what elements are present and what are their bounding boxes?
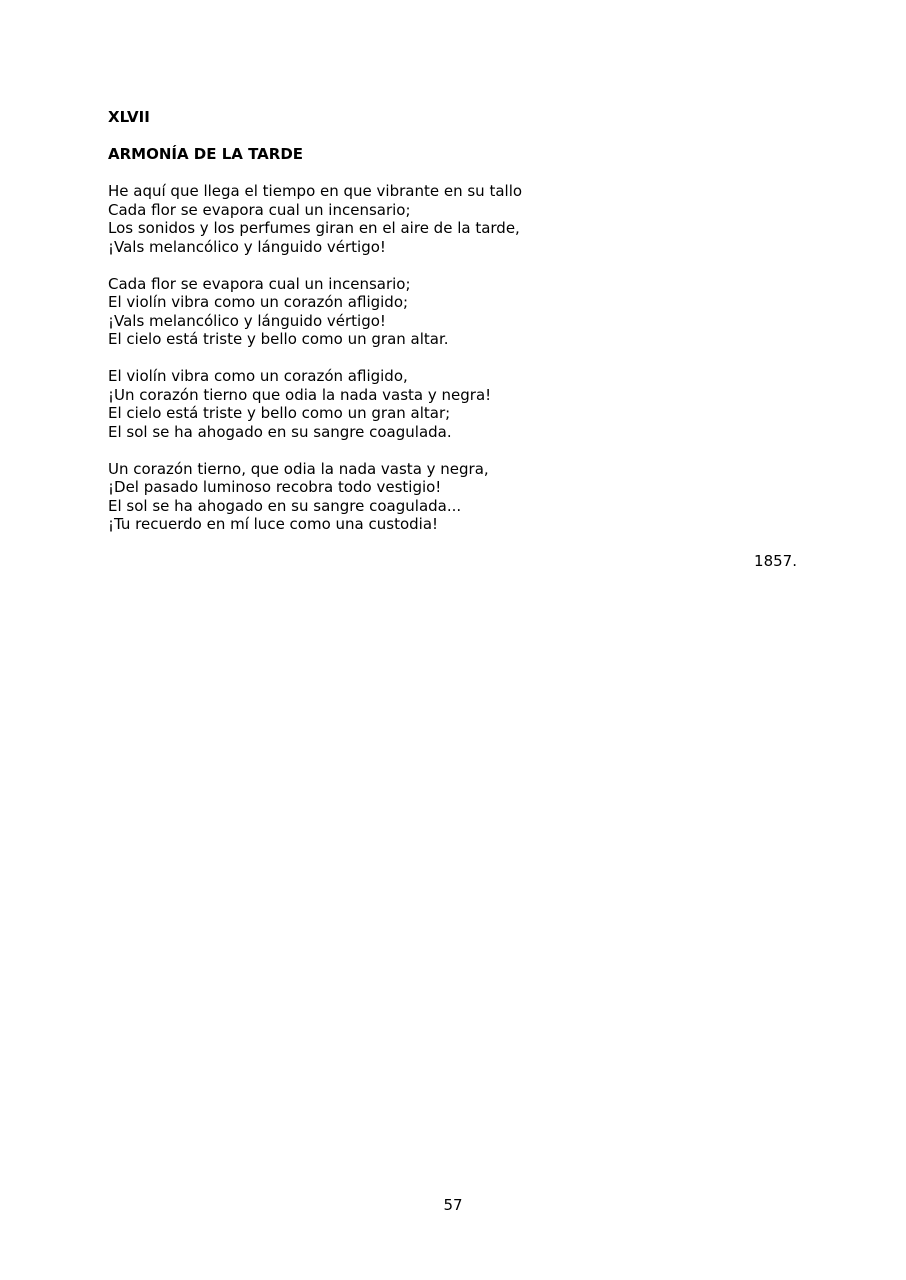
verse-line: Cada flor se evapora cual un incensario; xyxy=(108,200,411,219)
page-number: 57 xyxy=(443,1196,463,1214)
verse-line: ¡Vals melancólico y lánguido vértigo! xyxy=(108,311,386,330)
stanza-1 xyxy=(108,182,808,256)
poem-title: ARMONÍA DE LA TARDE xyxy=(108,145,304,163)
verse-line: El cielo está triste y bello como un gran altar; xyxy=(108,404,451,422)
verse-line: Un corazón tierno, que odia la nada vasta y negra, xyxy=(108,459,489,478)
verse-line: Los sonidos y los perfumes giran en el aire de la tarde, xyxy=(108,219,520,237)
verse-line: ¡Un corazón tierno que odia la nada vasta y negra! xyxy=(108,385,492,404)
verse-line: Cada flor se evapora cual un incensario; xyxy=(108,274,411,293)
verse-line: El cielo está triste y bello como un gran altar. xyxy=(108,330,449,348)
poem-numeral: XLVII xyxy=(108,108,150,126)
verse-line: ¡Vals melancólico y lánguido vértigo! xyxy=(108,237,386,256)
verse-line: ¡Del pasado luminoso recobra todo vestigio! xyxy=(108,478,442,496)
verse-line: El sol se ha ahogado en su sangre coagulada. xyxy=(108,422,452,441)
verse-line: ¡Tu recuerdo en mí luce como una custodia! xyxy=(108,515,439,533)
stanza-2 xyxy=(108,275,808,349)
verse-line: El sol se ha ahogado en su sangre coagulada... xyxy=(108,496,462,515)
verse-line: El violín vibra como un corazón afligido; xyxy=(108,293,409,311)
stanza-3 xyxy=(108,367,808,441)
verse-line: He aquí que llega el tiempo en que vibrante en su tallo xyxy=(108,182,523,200)
verse-line: El violín vibra como un corazón afligido, xyxy=(108,367,408,385)
poem-body xyxy=(108,182,808,552)
poem-date: 1857. xyxy=(754,552,797,570)
stanza-4 xyxy=(108,460,808,534)
